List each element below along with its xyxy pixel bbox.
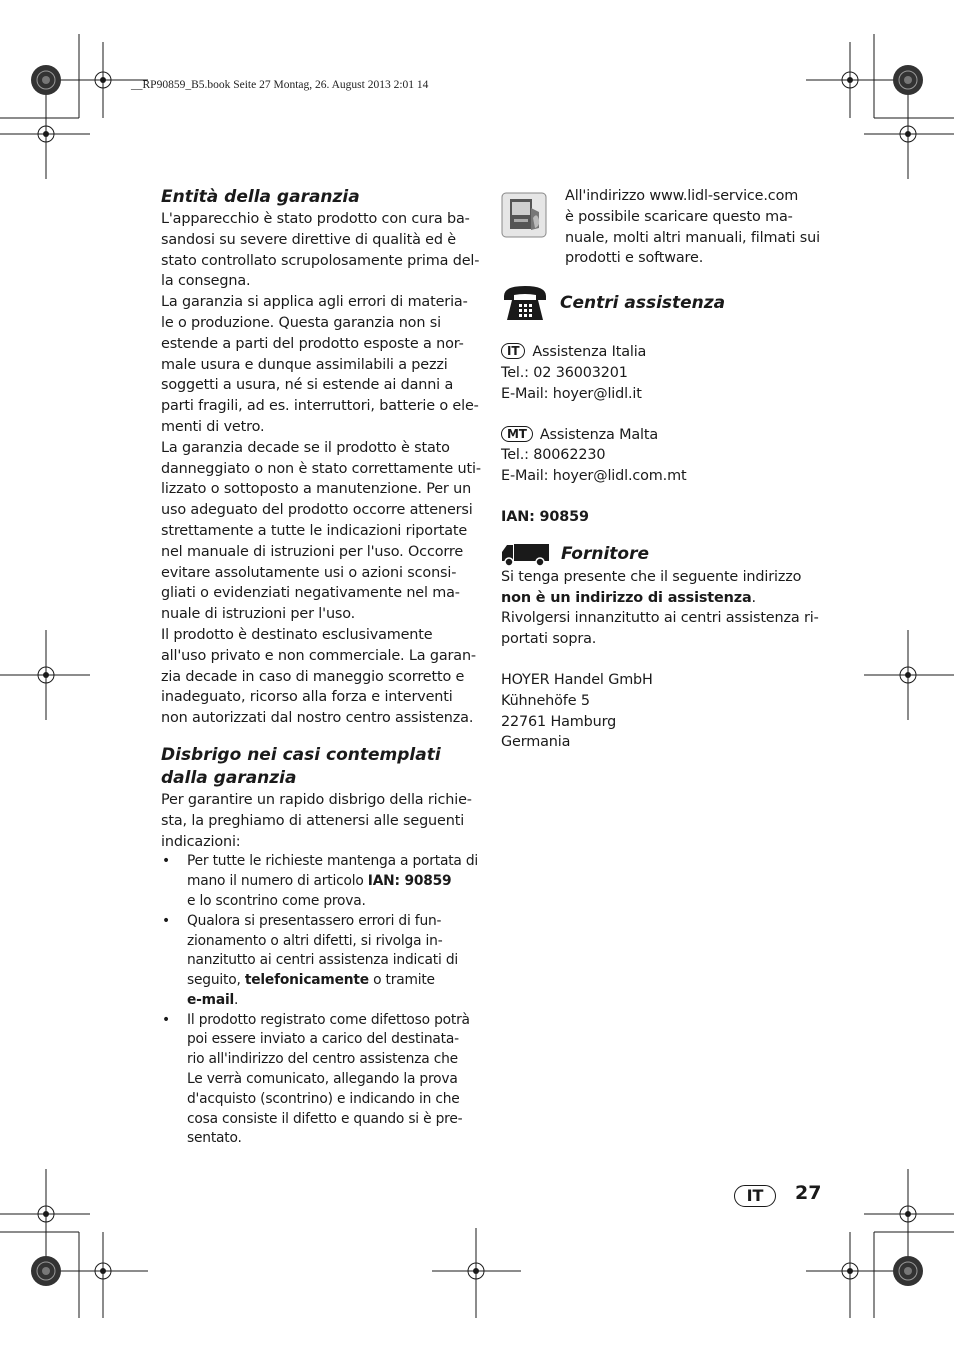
service-centers-header: [501, 284, 831, 322]
warranty-handling-list: [161, 852, 483, 1149]
telephone-icon: [501, 284, 549, 322]
ian-number: IAN: 90859: [501, 508, 589, 525]
supplier-heading: Fornitore: [561, 544, 650, 565]
download-text: All'indirizzo www.lidl-service.com è possibile scaricare questo ma- nuale, molti altri manuali, filmati sui prodotti e software.: [565, 188, 820, 267]
right-column: [501, 186, 831, 753]
warranty-handling-heading: Disbrigo nei casi contemplati dalla garanzia: [161, 744, 441, 788]
print-file-header: __RP90859_B5.book Seite 27 Montag, 26. August 2013 2:01 14: [131, 79, 429, 91]
service-malta: MT Assistenza Malta Tel.: 80062230 E-Mail: hoyer@lidl.com.mt: [501, 426, 687, 485]
warranty-scope-text: L'apparecchio è stato prodotto con cura ba- sandosi su severe direttive di qualità ed è stato controllato scrupolosamente prima del- la consegna. La garanzia si applica agli errori di materia- le o produzione. Questa garanzia non si estende a parti del prodotto esposte a nor- male usura e dunque assimilabili a pezzi soggetti a usura, né si estende ai danni a parti fragili, ad es. interruttori, batterie o ele- menti di vetro. La garanzia decade se il prodotto è stato danneggiato o non è stato correttamente uti- lizzato o sottoposto a manutenzione. Per un uso adeguato del prodotto occorre attenersi strettamente a tutte le indicazioni riportate nel manuale di istruzioni per l'uso. Occorre evitare assolutamente usi o azioni sconsi- gliati o evidenziati negativamente nel ma- nuale di istruzioni per l'uso. Il prodotto è destinato esclusivamente all'uso privato e non commerciale. La garan- zia decade in caso di maneggio scorretto e inadeguato, ricorso alla forza e interventi non autorizzati dal nostro centro assistenza.: [161, 211, 481, 727]
list-item: • Il prodotto registrato come difettoso potrà poi essere inviato a carico del destinata- rio all'indirizzo del centro assistenza che Le verrà comunicato, allegando la prova d'acquisto (scontrino) e indicando in che cosa consiste il difetto e quando si è pre- sentato.: [162, 1011, 470, 1147]
malta-badge: MT: [501, 426, 533, 442]
list-item: • Per tutte le richieste mantenga a portata di mano il numero di articolo IAN: 90859 e lo scontrino come prova.: [162, 853, 479, 909]
download-notice: [501, 186, 831, 269]
warranty-scope-heading: Entità della garanzia: [161, 187, 360, 207]
service-centers-heading: Centri assistenza: [560, 292, 726, 313]
supplier-header: [501, 543, 831, 567]
service-italy: IT Assistenza Italia Tel.: 02 36003201 E-Mail: hoyer@lidl.it: [501, 344, 647, 402]
delivery-truck-icon: [501, 543, 550, 567]
page-number: 27: [795, 1182, 822, 1204]
supplier-address: HOYER Handel GmbH Kühnehöfe 5 22761 Hamburg Germania: [501, 671, 653, 751]
italy-badge: IT: [501, 343, 525, 359]
computer-download-icon: [501, 192, 547, 238]
left-column: [161, 186, 483, 1149]
list-item: • Qualora si presentassero errori di fun- zionamento o altri difetti, si rivolga in- nanzitutto ai centri assistenza indicati di seguito, telefonicamente o tramite e-mail.: [162, 912, 459, 1008]
warranty-handling-intro: Per garantire un rapido disbrigo della richie- sta, la preghiamo di attenersi alle seguenti indicazioni:: [161, 791, 472, 850]
supplier-text: Si tenga presente che il seguente indirizzo non è un indirizzo di assistenza. Rivolgersi innanzitutto ai centri assistenza ri- portati sopra.: [501, 568, 819, 648]
language-badge: IT: [734, 1185, 776, 1207]
